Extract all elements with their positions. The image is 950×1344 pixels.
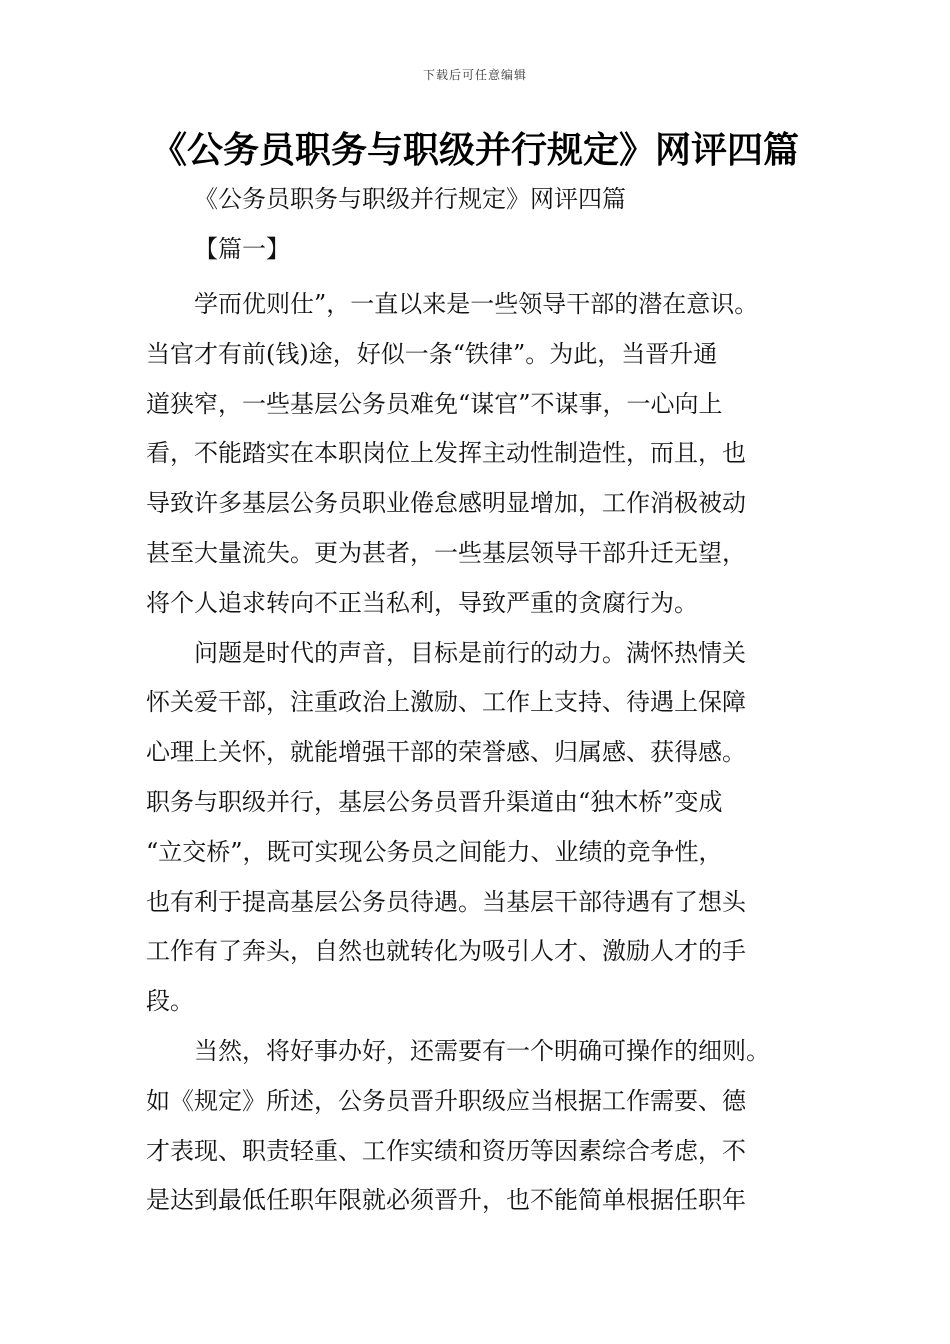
text-line: 当官才有前(钱)途，好似一条“铁律”。为此，当晋升通	[146, 339, 718, 368]
text-line: 道狭窄，一些基层公务员难免“谋官”不谋事，一心向上	[146, 389, 723, 418]
paragraph-3	[146, 1027, 816, 1226]
text-line: “立交桥”，既可实现公务员之间能力、业绩的竞争性，	[146, 837, 723, 866]
text-line: 工作有了奔头，自然也就转化为吸引人才、激励人才的手	[146, 937, 746, 966]
text-line: 是达到最低任职年限就必须晋升，也不能简单根据任职年	[146, 1186, 746, 1215]
paragraph-1	[146, 280, 816, 629]
text-line: 才表现、职责轻重、工作实绩和资历等因素综合考虑，不	[146, 1136, 746, 1165]
text-line: 看，不能踏实在本职岗位上发挥主动性制造性，而且，也	[146, 439, 746, 468]
document-body	[146, 280, 816, 1226]
header-note: 下载后可任意编辑	[422, 68, 527, 82]
text-line: 当然，将好事办好，还需要有一个明确可操作的细则。	[194, 1036, 770, 1065]
text-line: 导致许多基层公务员职业倦怠感明显增加，工作消极被动	[146, 489, 746, 518]
text-line: 学而优则仕”，一直以来是一些领导干部的潜在意识。	[194, 290, 759, 318]
text-line: 问题是时代的声音，目标是前行的动力。满怀热情关	[194, 638, 746, 667]
text-line: 职务与职级并行，基层公务员晋升渠道由“独木桥”变成	[146, 787, 723, 816]
text-line: 也有利于提高基层公务员待遇。当基层干部待遇有了想头	[146, 887, 746, 916]
text-line: 段。	[146, 987, 194, 1016]
document-subtitle: 《公务员职务与职级并行规定》网评四篇	[194, 185, 626, 213]
text-line: 如《规定》所述，公务员晋升职级应当根据工作需要、德	[146, 1086, 746, 1115]
text-line: 怀关爱干部，注重政治上激励、工作上支持、待遇上保障	[146, 688, 746, 717]
text-line: 将个人追求转向不正当私利，导致严重的贪腐行为。	[146, 588, 698, 617]
section-label: 【篇一】	[194, 235, 290, 263]
text-line: 心理上关怀，就能增强干部的荣誉感、归属感、获得感。	[146, 738, 746, 767]
document-title: 《公务员职务与职级并行规定》网评四篇	[150, 130, 799, 171]
text-line: 甚至大量流失。更为甚者，一些基层领导干部升迁无望，	[146, 538, 746, 567]
paragraph-2	[146, 629, 816, 1027]
